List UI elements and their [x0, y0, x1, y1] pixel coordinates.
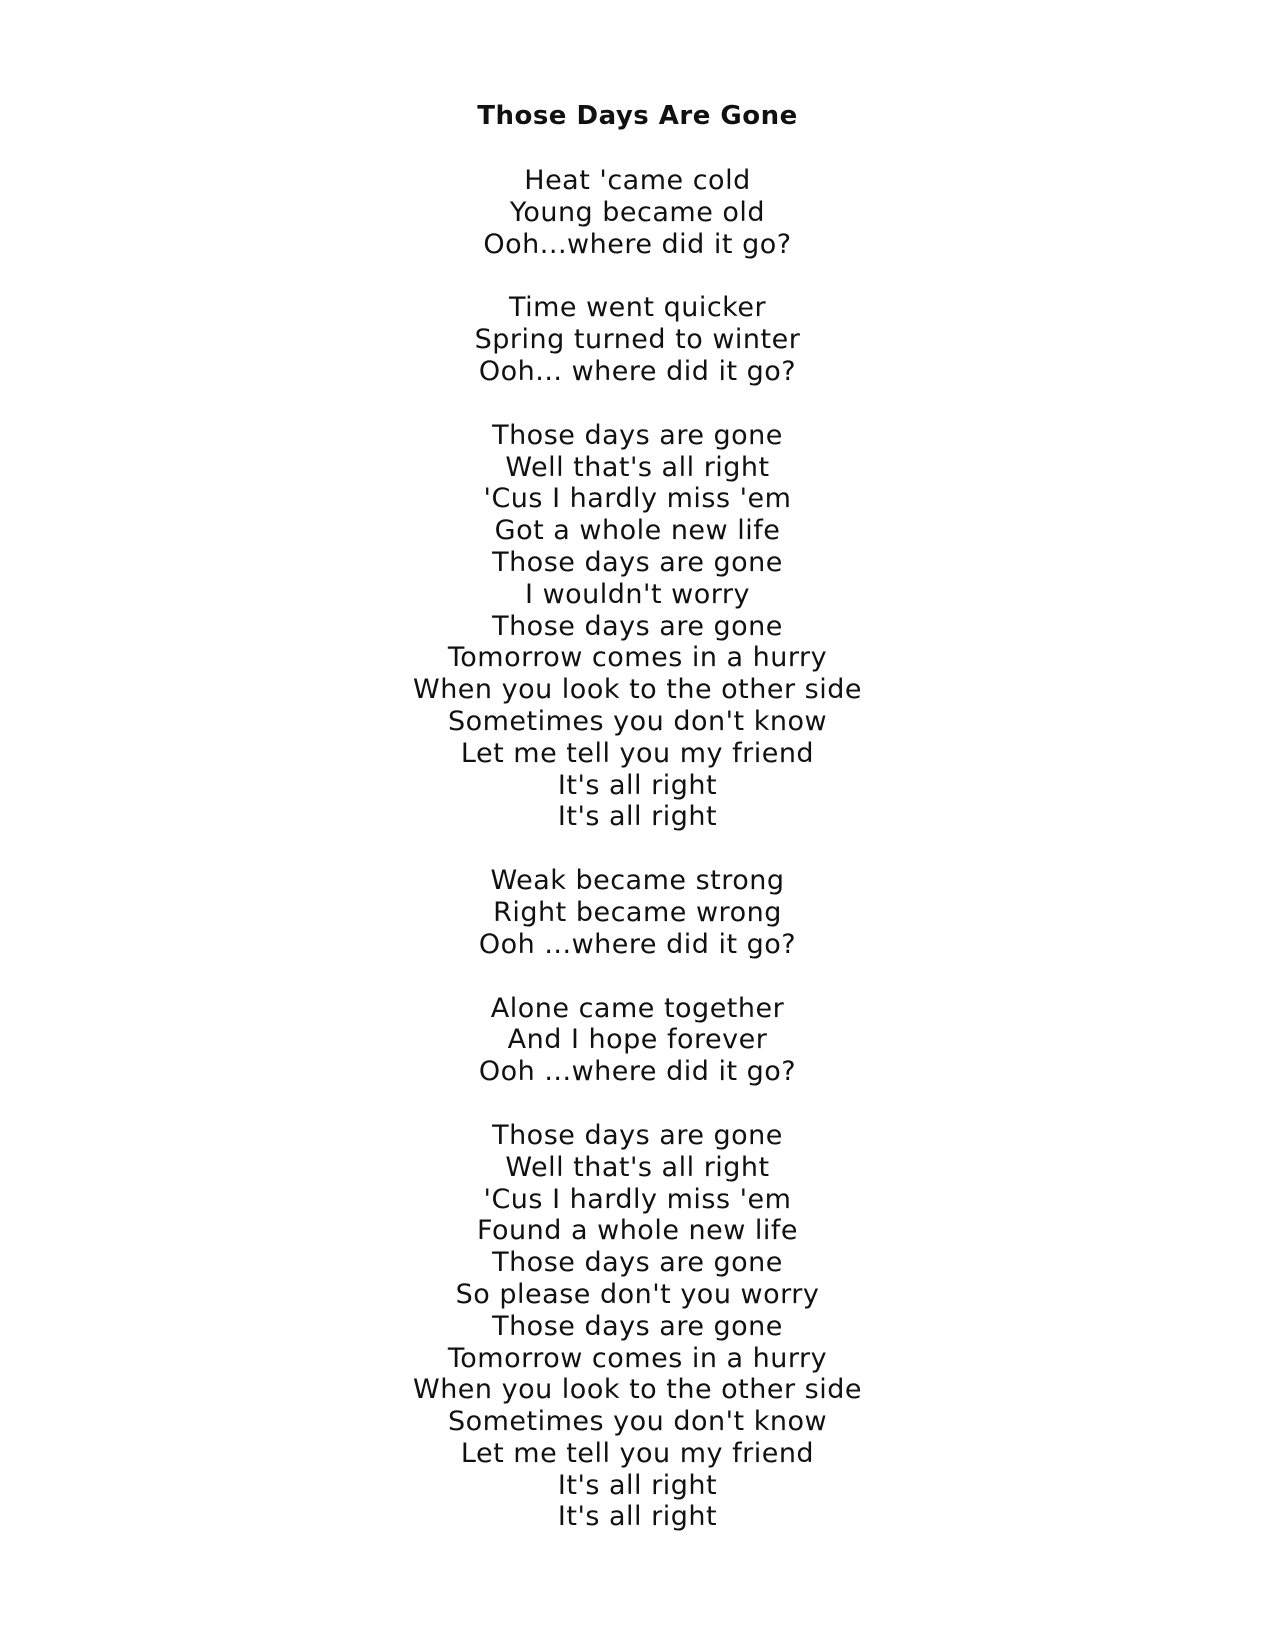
song-title: Those Days Are Gone — [477, 101, 798, 131]
lyric-line: When you look to the other side — [413, 674, 862, 706]
stanza-spacer — [0, 833, 1275, 865]
stanza-spacer — [0, 388, 1275, 420]
lyric-line: Time went quicker — [508, 292, 767, 324]
lyric-line: Those days are gone — [492, 546, 783, 578]
lyric-line: Well that's all right — [505, 1151, 770, 1183]
lyric-line: When you look to the other side — [413, 1374, 862, 1406]
lyric-line: It's all right — [557, 1501, 718, 1533]
title-spacer — [0, 132, 1275, 165]
lyric-line: Ooh... where did it go? — [478, 355, 797, 387]
lyric-line: Those days are gone — [492, 1119, 783, 1151]
stanza-6-chorus — [0, 1120, 1275, 1533]
lyric-line: Alone came together — [490, 992, 785, 1024]
lyric-line: 'Cus I hardly miss 'em — [483, 483, 792, 515]
lyric-line: It's all right — [557, 801, 718, 833]
lyrics-body — [0, 100, 1275, 1533]
lyric-line: Those days are gone — [492, 610, 783, 642]
stanza-2 — [0, 292, 1275, 387]
lyric-line: And I hope forever — [507, 1024, 768, 1056]
lyric-line: Those days are gone — [492, 1310, 783, 1342]
lyric-line: Weak became strong — [490, 865, 785, 897]
lyric-line: Those days are gone — [492, 419, 783, 451]
lyric-line: Heat 'came cold — [524, 165, 751, 196]
lyric-line: Tomorrow comes in a hurry — [447, 642, 828, 674]
lyric-line: Ooh ...where did it go? — [478, 1056, 797, 1088]
lyric-line: Spring turned to winter — [474, 324, 801, 356]
lyric-line: It's all right — [557, 769, 718, 801]
lyric-line: So please don't you worry — [455, 1278, 820, 1310]
lyric-line: Right became wrong — [493, 896, 782, 928]
lyric-line: Got a whole new life — [494, 515, 781, 547]
lyric-line: It's all right — [557, 1469, 718, 1501]
stanza-5 — [0, 993, 1275, 1088]
lyric-line: Young became old — [509, 196, 766, 228]
lyric-line: Sometimes you don't know — [447, 1406, 828, 1438]
lyric-line: Sometimes you don't know — [447, 705, 828, 737]
lyric-line: Found a whole new life — [476, 1215, 799, 1247]
stanza-spacer — [0, 961, 1275, 993]
lyric-line: Those days are gone — [492, 1247, 783, 1279]
stanza-1 — [0, 165, 1275, 260]
lyric-line: Well that's all right — [505, 451, 770, 483]
lyric-line: 'Cus I hardly miss 'em — [483, 1183, 792, 1215]
stanza-3-chorus — [0, 420, 1275, 833]
lyric-line: Ooh...where did it go? — [483, 228, 792, 260]
lyric-line: Let me tell you my friend — [460, 737, 815, 769]
stanza-spacer — [0, 260, 1275, 292]
lyric-line: Ooh ...where did it go? — [478, 928, 797, 960]
lyric-line: I wouldn't worry — [525, 578, 750, 610]
lyric-line: Let me tell you my friend — [460, 1437, 815, 1469]
stanza-spacer — [0, 1088, 1275, 1120]
lyric-line: Tomorrow comes in a hurry — [447, 1342, 828, 1374]
stanza-4 — [0, 865, 1275, 960]
